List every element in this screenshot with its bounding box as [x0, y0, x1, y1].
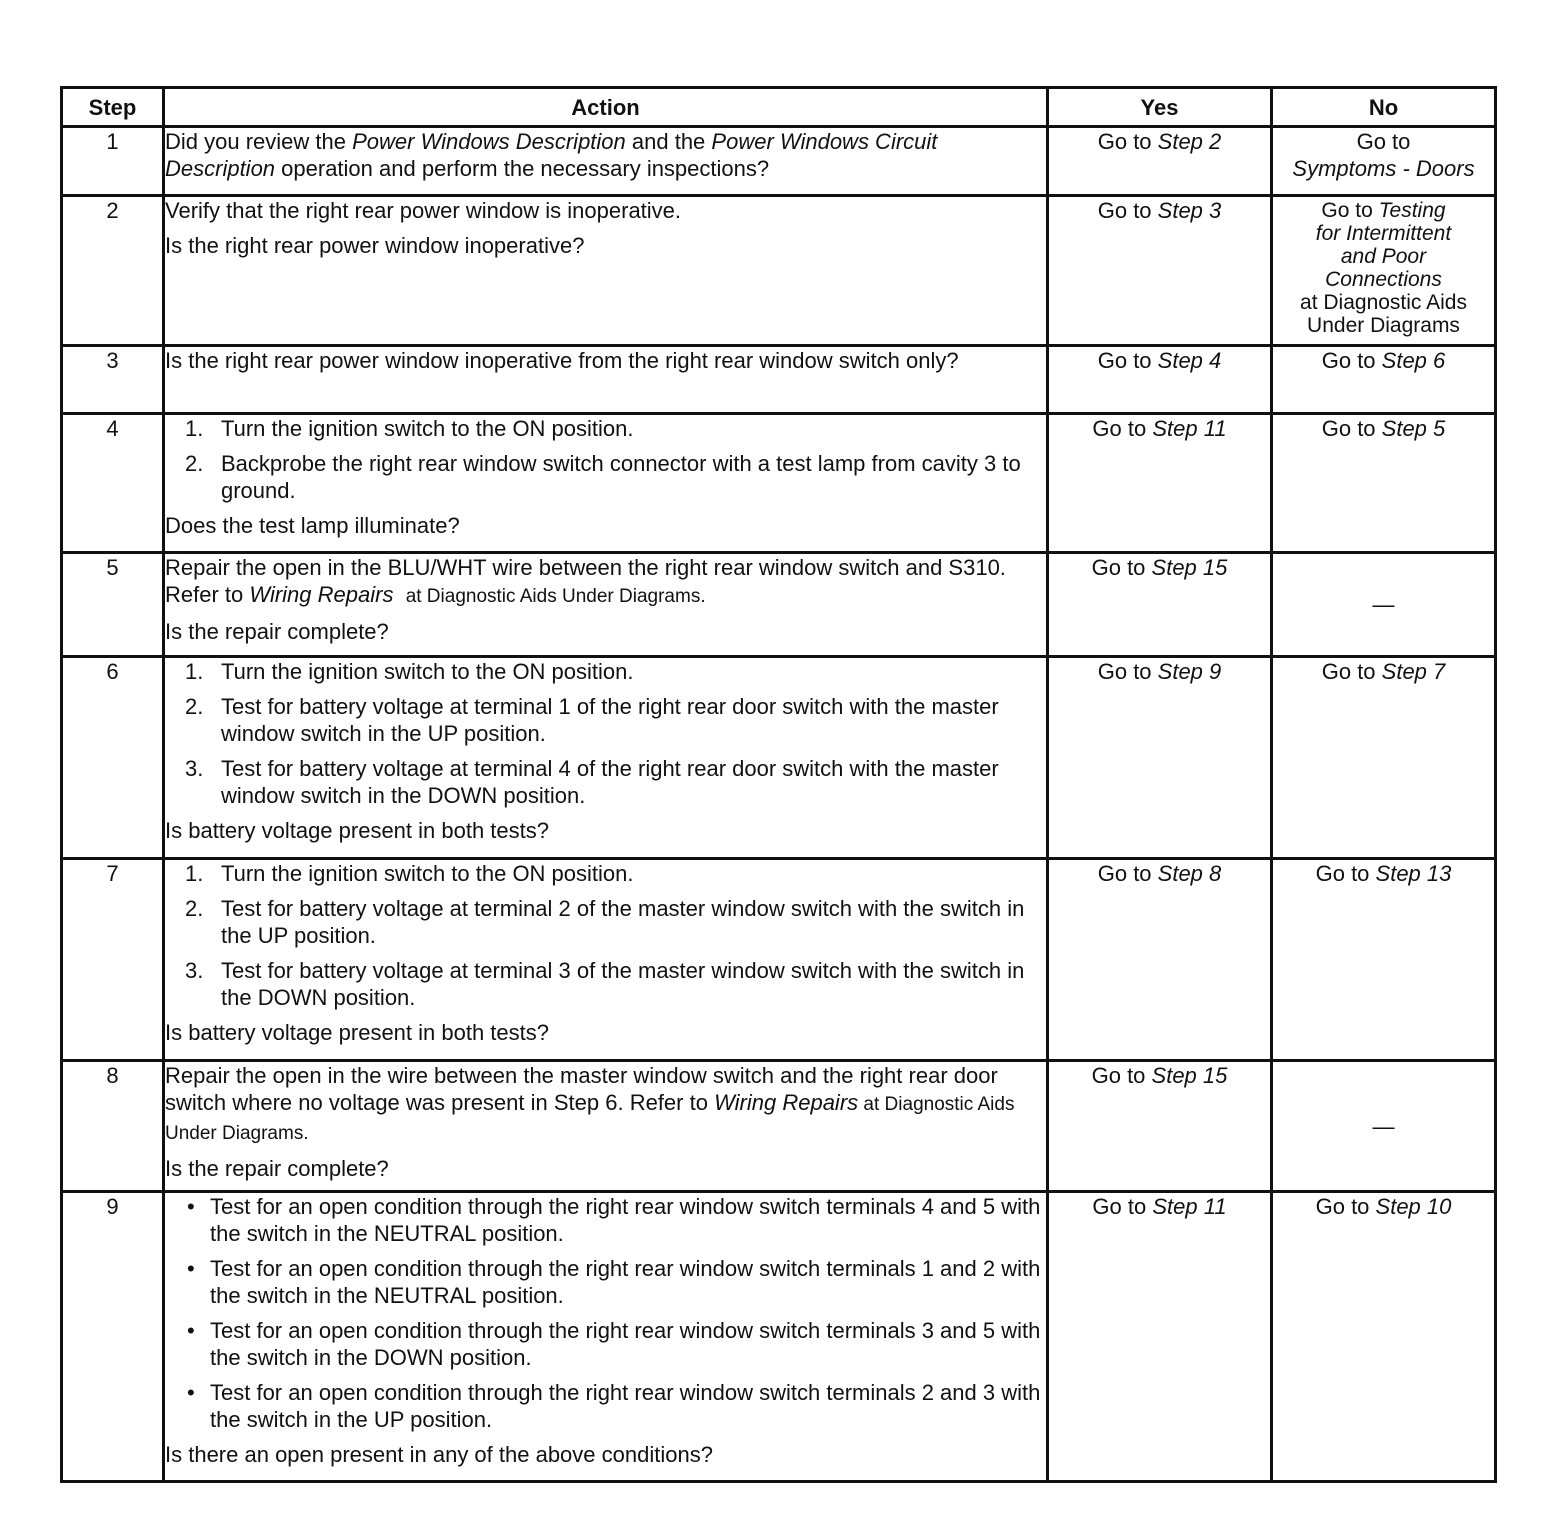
- procedure-list: [165, 658, 1046, 809]
- goto-text: Go to: [1321, 659, 1382, 684]
- header-no: No: [1272, 88, 1496, 127]
- step-link[interactable]: Step 10: [1375, 1194, 1452, 1219]
- yes-cell: [1048, 553, 1272, 657]
- item-text: Turn the ignition switch to the ON position.: [221, 659, 634, 684]
- goto-text: Go to: [1092, 416, 1153, 441]
- table-row: [62, 346, 1496, 414]
- action-cell: [164, 414, 1048, 553]
- step-link[interactable]: Step 6: [1381, 348, 1446, 373]
- yes-cell: [1048, 127, 1272, 196]
- procedure-item: [165, 755, 1046, 809]
- action-question: Is the right rear power window inoperative from the right rear window switch only?: [165, 348, 959, 373]
- action-question: Is the repair complete?: [165, 1156, 389, 1181]
- action-cell: [164, 127, 1048, 196]
- bullet: •: [187, 1318, 195, 1343]
- wiring-repairs-link[interactable]: Wiring Repairs: [714, 1090, 859, 1115]
- step-link[interactable]: Step 3: [1157, 198, 1222, 223]
- goto-text: Go to: [1321, 416, 1382, 441]
- action-text-part: Did you review the: [165, 129, 353, 154]
- procedure-item: [165, 450, 1046, 504]
- item-text: Turn the ignition switch to the ON position.: [221, 861, 634, 886]
- step-number: 3: [62, 346, 164, 414]
- table-row: [62, 414, 1496, 553]
- step-number: 1: [62, 127, 164, 196]
- not-applicable-dash: —: [1372, 592, 1395, 617]
- no-cell: [1272, 859, 1496, 1061]
- no-cell: [1272, 1192, 1496, 1482]
- not-applicable-dash: —: [1372, 1113, 1395, 1139]
- item-number: 1.: [185, 416, 204, 441]
- yes-cell: [1048, 414, 1272, 553]
- item-text: Test for an open condition through the right rear window switch terminals 3 and 5 with the switch in the DOWN position.: [210, 1318, 1041, 1370]
- item-text: Backprobe the right rear window switch connector with a test lamp from cavity 3 to ground.: [221, 451, 1021, 503]
- action-cell: [164, 196, 1048, 346]
- diagnostic-table: [60, 86, 1497, 1483]
- procedure-item: [165, 957, 1046, 1011]
- item-number: 3.: [185, 756, 204, 781]
- item-text: Test for an open condition through the right rear window switch terminals 2 and 3 with the switch in the UP position.: [210, 1380, 1041, 1432]
- yes-cell: [1048, 1061, 1272, 1192]
- testing-link-line[interactable]: Connections: [1325, 268, 1442, 291]
- step-link[interactable]: Step 7: [1381, 659, 1446, 684]
- item-text: Test for battery voltage at terminal 2 of the master window switch with the switch in the UP position.: [221, 896, 1025, 948]
- item-text: Test for battery voltage at terminal 1 of the right rear door switch with the master window switch in the UP position.: [221, 694, 999, 746]
- action-question: Is the repair complete?: [165, 619, 389, 644]
- step-link[interactable]: Step 15: [1151, 555, 1228, 580]
- test-condition-item: [165, 1193, 1046, 1247]
- action-text-part: Repair the open in the BLU/WHT wire between the right rear window switch and S310. Refer to: [165, 555, 1006, 607]
- item-number: 2.: [185, 451, 204, 476]
- item-number: 1.: [185, 659, 204, 684]
- diagnostic-table-sheet: [60, 86, 1494, 1483]
- item-text: Test for battery voltage at terminal 4 of the right rear door switch with the master window switch in the DOWN position.: [221, 756, 999, 808]
- test-condition-list: [165, 1193, 1046, 1433]
- item-number: 3.: [185, 958, 204, 983]
- action-text-part: operation and perform the necessary inspections?: [275, 156, 770, 181]
- action-cell: [164, 553, 1048, 657]
- goto-text: Go to: [1356, 129, 1411, 154]
- item-number: 2.: [185, 694, 204, 719]
- table-row: [62, 859, 1496, 1061]
- table-row: [62, 553, 1496, 657]
- yes-cell: [1048, 346, 1272, 414]
- procedure-list: [165, 860, 1046, 1011]
- step-number: 2: [62, 196, 164, 346]
- goto-text: Go to: [1097, 659, 1158, 684]
- goto-text: Go to: [1097, 198, 1158, 223]
- goto-text: Go to: [1321, 348, 1382, 373]
- table-header-row: [62, 88, 1496, 127]
- item-text: Turn the ignition switch to the ON position.: [221, 416, 634, 441]
- table-row: [62, 1192, 1496, 1482]
- document-reference: Power Windows Circuit Description: [165, 129, 938, 181]
- goto-text: Go to: [1091, 555, 1152, 580]
- goto-text: Go to: [1315, 861, 1376, 886]
- yes-cell: [1048, 859, 1272, 1061]
- goto-text: Go to: [1092, 1194, 1153, 1219]
- no-cell: [1272, 1061, 1496, 1192]
- wiring-repairs-link[interactable]: Wiring Repairs: [249, 582, 394, 607]
- procedure-item: [165, 895, 1046, 949]
- step-link[interactable]: Step 13: [1375, 861, 1452, 886]
- action-text-part: Repair the open in the wire between the master window switch and the right rear door switch where no voltage was present in Step 6. Refer to: [165, 1063, 998, 1115]
- step-link[interactable]: Step 11: [1152, 416, 1227, 441]
- action-cell: [164, 346, 1048, 414]
- step-number: 4: [62, 414, 164, 553]
- step-link[interactable]: Step 8: [1157, 861, 1222, 886]
- yes-cell: [1048, 657, 1272, 859]
- action-text: [165, 128, 1046, 182]
- bullet: •: [187, 1194, 195, 1219]
- item-number: 1.: [185, 861, 204, 886]
- reference-location: at Diagnostic Aids: [1300, 291, 1467, 314]
- procedure-item: [165, 860, 1046, 887]
- no-cell: [1272, 657, 1496, 859]
- symptoms-link[interactable]: Symptoms - Doors: [1292, 156, 1475, 181]
- test-condition-item: [165, 1317, 1046, 1371]
- action-text: [165, 1062, 1046, 1147]
- step-number: 7: [62, 859, 164, 1061]
- no-cell: [1272, 553, 1496, 657]
- step-number: 5: [62, 553, 164, 657]
- action-cell: [164, 657, 1048, 859]
- step-link[interactable]: Step 2: [1157, 129, 1222, 154]
- step-link[interactable]: Step 9: [1157, 659, 1222, 684]
- item-number: 2.: [185, 896, 204, 921]
- step-link[interactable]: Step 15: [1151, 1063, 1228, 1088]
- action-question: Is battery voltage present in both tests?: [165, 1020, 550, 1045]
- no-cell: [1272, 414, 1496, 553]
- procedure-list: [165, 415, 1046, 504]
- goto-text: Go to: [1321, 199, 1379, 222]
- yes-cell: [1048, 1192, 1272, 1482]
- header-step: Step: [62, 88, 164, 127]
- testing-link[interactable]: Testing: [1378, 199, 1446, 222]
- procedure-item: [165, 415, 1046, 442]
- step-link[interactable]: Step 4: [1157, 348, 1222, 373]
- yes-cell: [1048, 196, 1272, 346]
- bullet: •: [187, 1380, 195, 1405]
- table-row: [62, 1061, 1496, 1192]
- action-text-part: and the: [625, 129, 712, 154]
- action-question: Is there an open present in any of the above conditions?: [165, 1442, 713, 1467]
- goto-text: Go to: [1097, 348, 1158, 373]
- no-cell: [1272, 346, 1496, 414]
- goto-text: Go to: [1097, 861, 1158, 886]
- document-reference: Power Windows Description: [352, 129, 626, 154]
- reference-location: at Diagnostic Aids Under Diagrams.: [405, 586, 706, 607]
- goto-text: Go to: [1097, 129, 1158, 154]
- action-cell: [164, 1061, 1048, 1192]
- bullet: •: [187, 1256, 195, 1281]
- table-row: [62, 657, 1496, 859]
- step-link[interactable]: Step 5: [1381, 416, 1446, 441]
- test-condition-item: [165, 1255, 1046, 1309]
- no-cell: [1272, 196, 1496, 346]
- goto-text: Go to: [1315, 1194, 1376, 1219]
- test-condition-item: [165, 1379, 1046, 1433]
- step-number: 9: [62, 1192, 164, 1482]
- table-row: [62, 127, 1496, 196]
- table-row: [62, 196, 1496, 346]
- item-text: Test for an open condition through the right rear window switch terminals 1 and 2 with the switch in the NEUTRAL position.: [210, 1256, 1041, 1308]
- step-number: 6: [62, 657, 164, 859]
- reference-location: Under Diagrams: [1307, 314, 1460, 337]
- item-text: Test for battery voltage at terminal 3 of the master window switch with the switch in the DOWN position.: [221, 958, 1025, 1010]
- action-instruction: Verify that the right rear power window is inoperative.: [165, 198, 682, 223]
- action-cell: [164, 859, 1048, 1061]
- no-cell: [1272, 127, 1496, 196]
- goto-text: Go to: [1091, 1063, 1152, 1088]
- step-link[interactable]: Step 11: [1152, 1194, 1227, 1219]
- action-question: Does the test lamp illuminate?: [165, 513, 460, 538]
- action-question: Is battery voltage present in both tests?: [165, 818, 550, 843]
- item-text: Test for an open condition through the right rear window switch terminals 4 and 5 with the switch in the NEUTRAL position.: [210, 1194, 1041, 1246]
- action-question: Is the right rear power window inoperative?: [165, 233, 585, 258]
- reference-location: at Diagnostic Aids Under Diagrams.: [165, 1094, 1015, 1144]
- testing-link-line[interactable]: and Poor: [1340, 245, 1427, 268]
- testing-link-line[interactable]: for Intermittent: [1315, 222, 1452, 245]
- step-number: 8: [62, 1061, 164, 1192]
- header-action: Action: [164, 88, 1048, 127]
- action-text: [165, 554, 1046, 610]
- procedure-item: [165, 693, 1046, 747]
- action-cell: [164, 1192, 1048, 1482]
- header-yes: Yes: [1048, 88, 1272, 127]
- testing-reference: [1273, 199, 1494, 337]
- procedure-item: [165, 658, 1046, 685]
